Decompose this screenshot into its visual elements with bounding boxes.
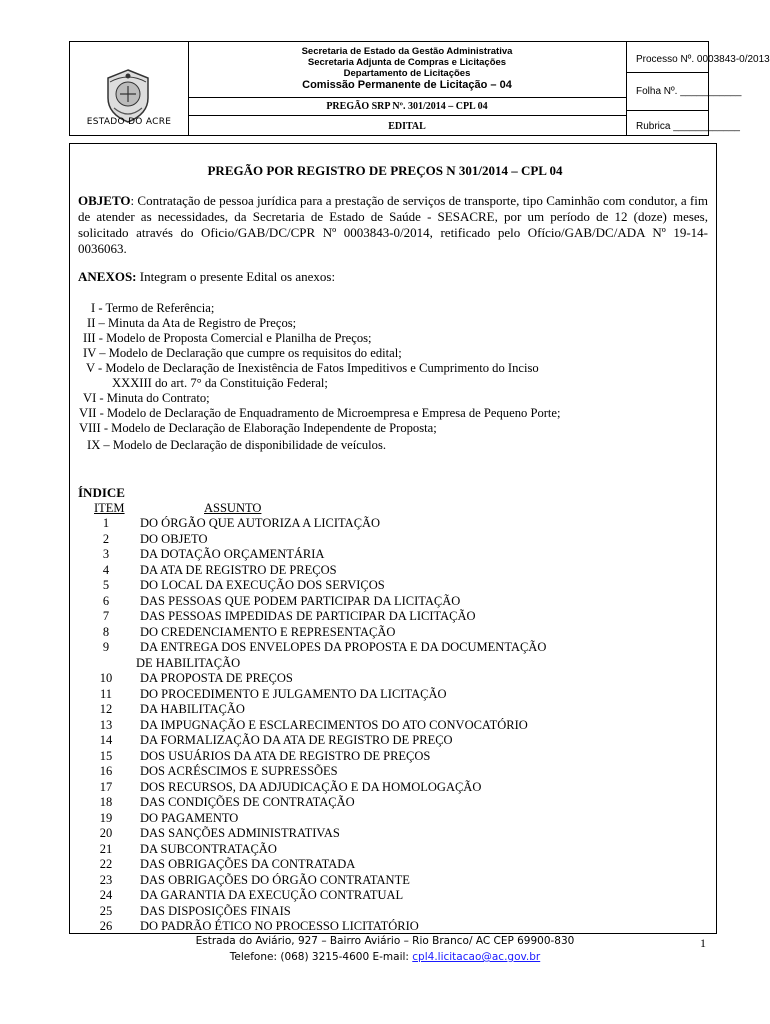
anexo-item: V - Modelo de Declaração de Inexistência de Fatos Impeditivos e Cumprimento do Inciso: [86, 361, 539, 375]
footer-contact: [0, 951, 770, 963]
anexos-label: ANEXOS:: [78, 269, 137, 284]
anexo-item: IV – Modelo de Declaração que cumpre os requisitos do edital;: [83, 346, 402, 360]
header-info-cell: [626, 42, 770, 135]
indice-item-number: 2: [102, 531, 110, 546]
indice-item-number: 17: [99, 779, 113, 794]
indice-item-subject: DA PROPOSTA DE PREÇOS: [140, 671, 293, 685]
indice-item-subject: DAS SANÇÕES ADMINISTRATIVAS: [140, 826, 340, 840]
anexo-item: VII - Modelo de Declaração de Enquadramento de Microempresa e Empresa de Pequeno Porte;: [79, 406, 561, 420]
indice-col-item: ITEM: [94, 501, 125, 515]
objeto-paragraph: [78, 193, 708, 257]
indice-item-subject: DA FORMALIZAÇÃO DA ATA DE REGISTRO DE PREÇO: [140, 733, 453, 747]
indice-item-subject: DE HABILITAÇÃO: [136, 655, 241, 670]
indice-item-number: 6: [102, 593, 110, 608]
indice-item-subject: DO PROCEDIMENTO E JULGAMENTO DA LICITAÇÃO: [140, 686, 447, 701]
secretaria-adjunta-line: Secretaria Adjunta de Compras e Licitações: [307, 57, 507, 68]
footer-address: Estrada do Aviário, 927 – Bairro Aviário – Rio Branco/ AC CEP 69900-830: [195, 935, 575, 947]
indice-item-subject: DOS ACRÉSCIMOS E SUPRESSÕES: [140, 764, 338, 778]
objeto-text: : Contratação de pessoa jurídica para a prestação de serviços de transporte, tipo Caminhão com condutor, a fim de atender as necessidades, da Secretaria de Estado de Saúde - SESACRE, por um período de 12 (doze) meses, solicitado através do Oficio/GAB/DC/CPR Nº 0003843-0/2014, retificado pelo Ofício/GAB/DC/ADA Nº 19-14-0036063.: [78, 193, 708, 256]
indice-item-subject: DO CREDENCIAMENTO E REPRESENTAÇÃO: [140, 624, 396, 639]
indice-item-subject: DA ENTREGA DOS ENVELOPES DA PROPOSTA E DA DOCUMENTAÇÃO: [140, 640, 547, 654]
header-divider: [188, 97, 626, 98]
indice-item-number: 23: [99, 872, 113, 887]
document-title: PREGÃO POR REGISTRO DE PREÇOS N 301/2014 – CPL 04: [207, 163, 563, 178]
indice-col-assunto: ASSUNTO: [204, 501, 262, 515]
indice-item-number: 11: [99, 686, 113, 701]
indice-item-subject: DA ATA DE REGISTRO DE PREÇOS: [140, 562, 337, 577]
indice-item-subject: DAS PESSOAS QUE PODEM PARTICIPAR DA LICITAÇÃO: [140, 593, 461, 608]
indice-item-subject: DAS OBRIGAÇÕES DO ÓRGÃO CONTRATANTE: [140, 872, 410, 887]
footer-phone: Telefone: (068) 3215-4600 E-mail:: [229, 951, 413, 963]
anexo-item: IX – Modelo de Declaração de disponibilidade de veículos.: [87, 438, 387, 452]
indice-item-number: 7: [102, 609, 110, 623]
indice-title: ÍNDICE: [78, 485, 125, 500]
acre-coat-of-arms-icon: [104, 68, 152, 124]
indice-item-subject: DO OBJETO: [140, 531, 208, 546]
processo-number: Processo Nº. 0003843-0/2013: [636, 54, 770, 65]
indice-item-number: 22: [99, 857, 113, 871]
objeto-label: OBJETO: [78, 193, 131, 208]
pregao-line: PREGÃO SRP Nº. 301/2014 – CPL 04: [326, 101, 488, 112]
indice-item-number: 15: [99, 748, 113, 763]
header-divider: [188, 115, 626, 116]
indice-item-number: 24: [99, 888, 113, 902]
anexos-intro: Integram o presente Edital os anexos:: [136, 269, 336, 284]
indice-item-subject: DAS PESSOAS IMPEDIDAS DE PARTICIPAR DA LICITAÇÃO: [140, 609, 476, 623]
indice-item-subject: DA SUBCONTRATAÇÃO: [140, 841, 277, 856]
indice-item-subject: DA HABILITAÇÃO: [140, 702, 245, 716]
page-number: 1: [700, 936, 706, 950]
indice-item-number: 21: [99, 841, 113, 856]
indice-item-number: 8: [102, 624, 110, 639]
indice-item-number: 10: [99, 671, 113, 685]
indice-item-number: 4: [102, 562, 110, 577]
indice-item-subject: DA DOTAÇÃO ORÇAMENTÁRIA: [140, 547, 325, 561]
logo-cell: [70, 42, 189, 135]
indice-item-subject: DA GARANTIA DA EXECUÇÃO CONTRATUAL: [140, 888, 404, 902]
indice-item-subject: DAS CONDIÇÕES DE CONTRATAÇÃO: [140, 795, 355, 809]
departamento-line: Departamento de Licitações: [343, 68, 471, 79]
header-divider: [626, 110, 708, 111]
indice-item-number: 12: [99, 702, 113, 716]
indice-item-number: 13: [99, 717, 113, 732]
anexo-item: II – Minuta da Ata de Registro de Preços;: [87, 316, 297, 330]
indice-item-subject: DOS USUÁRIOS DA ATA DE REGISTRO DE PREÇOS: [140, 748, 431, 763]
indice-item-number: 18: [99, 795, 113, 809]
footer-email-link[interactable]: cpl4.licitacao@ac.gov.br: [412, 951, 541, 963]
comissao-line: Comissão Permanente de Licitação – 04: [302, 79, 512, 91]
indice-item-number: 5: [102, 578, 110, 592]
indice-item-number: 9: [102, 640, 110, 654]
indice-item-subject: DO PAGAMENTO: [140, 810, 239, 825]
estado-label: ESTADO DO ACRE: [86, 117, 172, 127]
indice-item-number: 19: [99, 810, 113, 825]
folha-field: Folha Nº. ___________: [636, 86, 742, 97]
indice-item-subject: DO LOCAL DA EXECUÇÃO DOS SERVIÇOS: [140, 578, 385, 592]
anexo-item: VI - Minuta do Contrato;: [83, 391, 210, 405]
edital-line: EDITAL: [388, 121, 426, 132]
indice-item-number: 3: [102, 547, 110, 561]
header-title-cell: [188, 42, 627, 135]
indice-item-number: 25: [99, 903, 113, 918]
indice-item-number: 26: [99, 919, 113, 933]
document-header: [69, 41, 770, 136]
indice-item-number: 14: [99, 733, 113, 747]
anexo-item: XXXIII do art. 7° da Constituição Federal;: [112, 376, 328, 390]
anexo-item: I - Termo de Referência;: [91, 301, 215, 315]
indice-item-subject: DAS DISPOSIÇÕES FINAIS: [140, 903, 291, 918]
indice-item-subject: DAS OBRIGAÇÕES DA CONTRATADA: [140, 857, 356, 871]
indice-item-subject: DOS RECURSOS, DA ADJUDICAÇÃO E DA HOMOLOGAÇÃO: [140, 779, 482, 794]
anexos-paragraph: [78, 269, 708, 285]
indice-item-subject: DO ÓRGÃO QUE AUTORIZA A LICITAÇÃO: [140, 516, 381, 530]
indice-item-subject: DA IMPUGNAÇÃO E ESCLARECIMENTOS DO ATO CONVOCATÓRIO: [140, 717, 528, 732]
header-divider: [626, 72, 708, 73]
indice-item-number: 1: [102, 516, 110, 530]
anexo-item: III - Modelo de Proposta Comercial e Planilha de Preços;: [83, 331, 372, 345]
indice-item-number: 20: [99, 826, 113, 840]
anexo-item: VIII - Modelo de Declaração de Elaboração Independente de Proposta;: [79, 421, 437, 435]
indice-item-subject: DO PADRÃO ÉTICO NO PROCESSO LICITATÓRIO: [140, 919, 419, 933]
indice-item-number: 16: [99, 764, 113, 778]
rubrica-field: Rubrica ____________: [636, 121, 740, 132]
secretaria-line: Secretaria de Estado da Gestão Administrativa: [301, 46, 513, 57]
